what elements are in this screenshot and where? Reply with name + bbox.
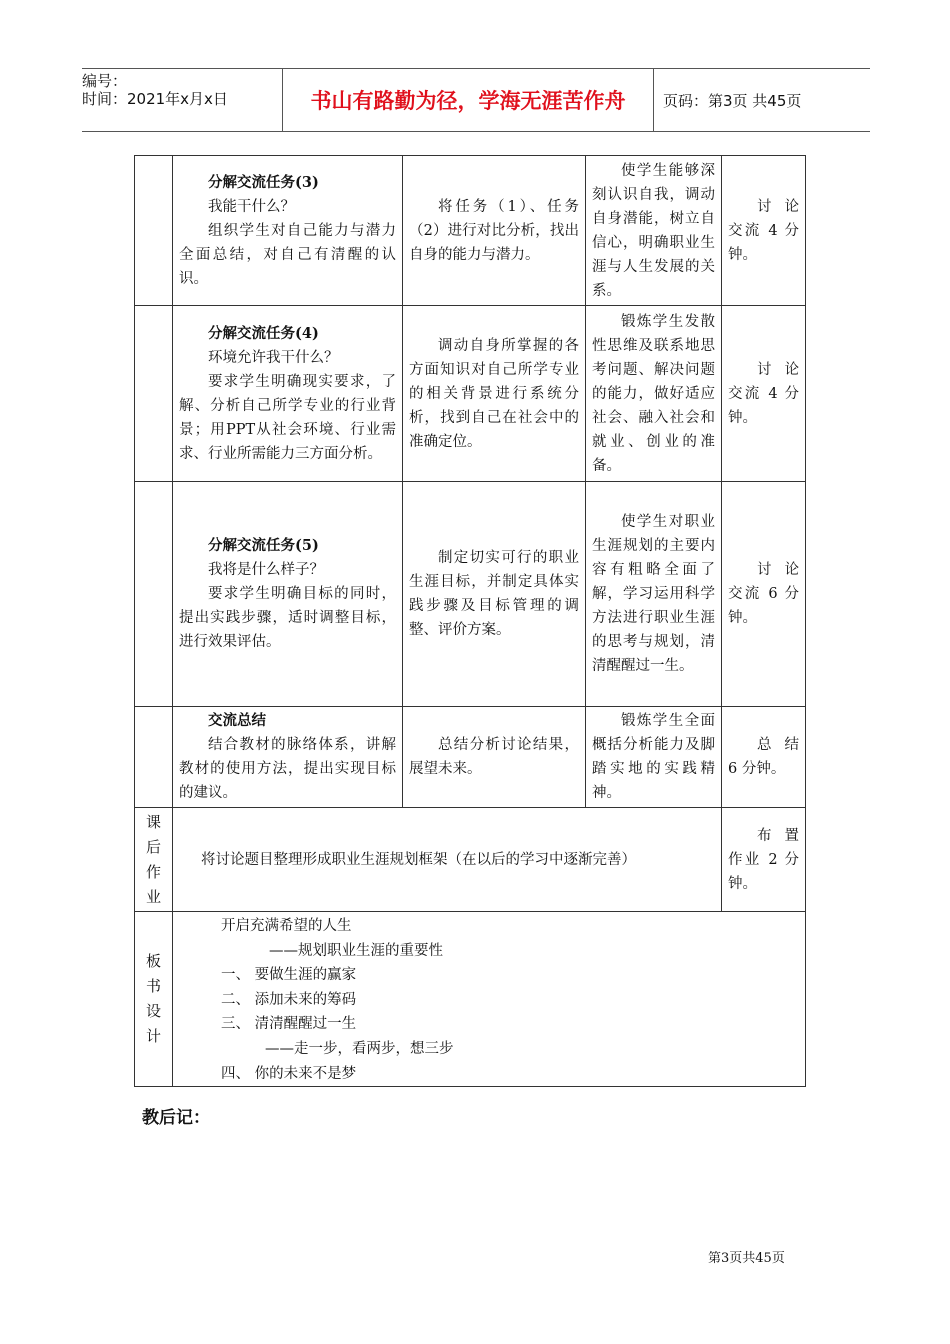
header-page-label: 页码：第3页 共45页	[663, 91, 802, 110]
task-line: 我能干什么？	[208, 198, 295, 215]
table-row	[135, 707, 806, 808]
task-line: 要求学生明确现实要求，了解、分析自己所学专业的行业背景；用PPT从社会环境、行业需求、行业所需能力三方面分析。	[179, 373, 396, 462]
board-item: 二、 添加未来的筹码	[221, 991, 357, 1008]
task-line: 结合教材的脉络体系，讲解教材的使用方法，提出实现目标的建议。	[179, 737, 396, 801]
label-cell	[135, 482, 173, 707]
design-intent: 锻炼学生发散性思维及联系地思考问题、解决问题的能力，做好适应社会、融入社会和就业、创业的准备。	[592, 313, 715, 474]
table-row	[135, 306, 806, 482]
table-row	[135, 482, 806, 707]
page-header	[82, 68, 870, 132]
board-title: 开启充满希望的人生	[221, 918, 352, 934]
after-class-notes: 教后记：	[142, 1108, 210, 1128]
task-line: 组织学生对自己能力与潜力全面总结，对自己有清醒的认识。	[179, 222, 396, 287]
task-line: 我将是什么样子？	[208, 562, 324, 578]
board-design	[173, 912, 805, 1086]
board-item: 三、 清清醒醒过一生	[221, 1016, 357, 1033]
design-intent: 锻炼学生全面概括分析能力及脚踏实地的实践精神。	[592, 713, 715, 801]
board-item: 一、 要做生涯的赢家	[221, 967, 357, 984]
label-cell	[135, 707, 173, 808]
task-title: 分解交流任务(4)	[208, 324, 319, 342]
task-title: 分解交流任务(5)	[208, 537, 319, 554]
time-allocation: 讨论交流 6 分钟。	[728, 562, 799, 626]
homework-time: 布置作业 2 分钟。	[728, 827, 799, 892]
student-activity: 将任务（1）、任务（2）进行对比分析，找出自身的能力与潜力。	[409, 198, 579, 263]
task-title: 分解交流任务(3)	[208, 173, 319, 191]
time-allocation: 总结 6 分钟。	[728, 737, 799, 777]
time-label: 时间：2021年x月x日	[82, 90, 228, 108]
label-cell	[135, 156, 173, 306]
label-cell	[135, 306, 173, 482]
student-activity: 调动自身所掌握的各方面知识对自己所学专业的相关背景进行系统分析，找到自己在社会中的准确定位。	[409, 337, 579, 450]
table-row	[135, 156, 806, 306]
time-allocation: 讨论交流 4 分钟。	[728, 198, 799, 263]
design-intent: 使学生对职业生涯规划的主要内容有粗略全面了解，学习运用科学方法进行职业生涯的思考与规划，清清醒醒过一生。	[592, 514, 715, 674]
student-activity: 制定切实可行的职业生涯目标，并制定具体实践步骤及目标管理的调整、评价方案。	[409, 550, 579, 638]
lesson-plan-table	[134, 155, 806, 1087]
design-intent: 使学生能够深刻认识自我，调动自身潜能，树立自信心，明确职业生涯与人生发展的关系。	[592, 162, 715, 299]
header-motto: 书山有路勤为径，学海无涯苦作舟	[310, 89, 626, 113]
student-activity: 总结分析讨论结果，展望未来。	[409, 737, 579, 777]
number-label: 编号：	[82, 72, 128, 90]
board-subtitle: ——规划职业生涯的重要性	[269, 942, 443, 959]
header-meta	[82, 69, 282, 134]
homework-content: 将讨论题目整理形成职业生涯规划框架（在以后的学习中逐渐完善）	[201, 851, 636, 868]
task-title: 交流总结	[208, 712, 266, 729]
board-label: 板 书 设 计	[135, 912, 173, 1087]
board-row	[135, 912, 806, 1087]
board-item: ——走一步，看两步，想三步	[265, 1040, 454, 1057]
time-allocation: 讨论交流 4 分钟。	[728, 361, 799, 426]
homework-row	[135, 808, 806, 912]
task-line: 要求学生明确目标的同时，提出实践步骤，适时调整目标，进行效果评估。	[179, 586, 396, 650]
board-item: 四、 你的未来不是梦	[221, 1065, 357, 1082]
homework-label: 课 后 作 业	[135, 808, 173, 912]
task-line: 环境允许我干什么？	[208, 349, 339, 366]
page-footer: 第3页共45页	[708, 1251, 785, 1266]
